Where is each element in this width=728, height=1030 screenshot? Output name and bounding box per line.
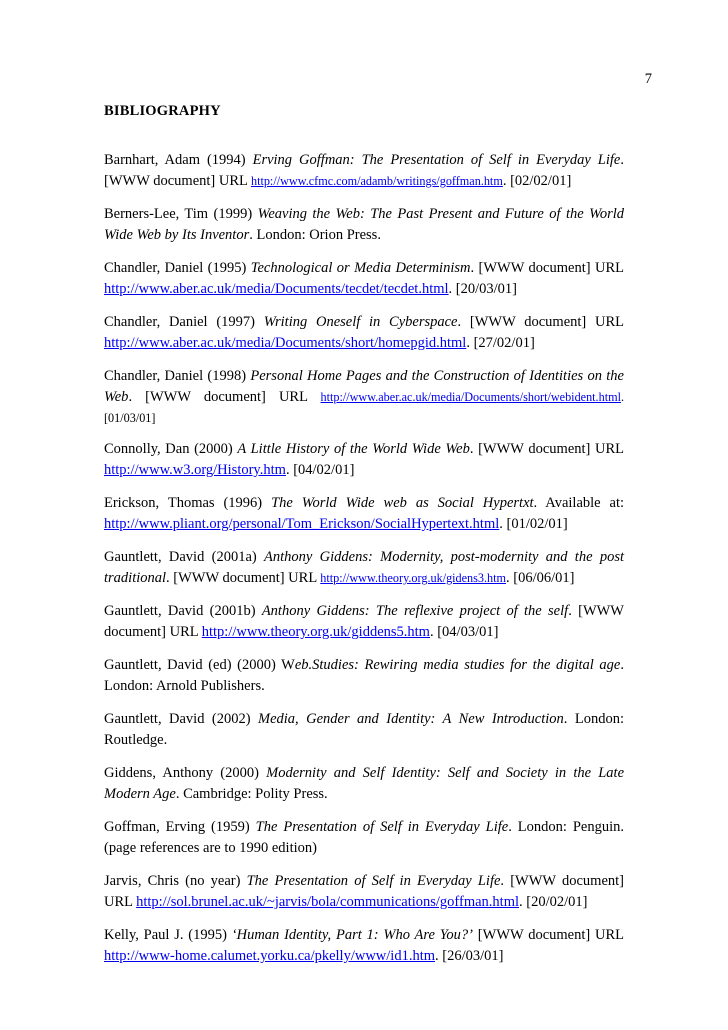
reference-details: . [WWW document] URL: [104, 873, 624, 910]
reference-details: . [WWW document] URL: [104, 603, 624, 640]
reference-entry: [104, 655, 624, 697]
reference-access-date: . [01/03/01]: [104, 390, 624, 425]
reference-author-year: Chandler, Daniel (1995): [104, 260, 251, 276]
reference-entry: [104, 709, 624, 751]
reference-details: . Available at:: [533, 495, 625, 511]
reference-url-link[interactable]: http://www.aber.ac.uk/media/Documents/tecdet/tecdet.html: [104, 281, 449, 297]
reference-author-year: Chandler, Daniel (1997): [104, 314, 264, 330]
reference-author-year: Gauntlett, David (2001b): [104, 603, 262, 619]
reference-title: A Little History of the World Wide Web: [237, 441, 470, 457]
reference-author-year: Gauntlett, David (2002): [104, 711, 259, 727]
reference-details: . [WWW document] URL: [166, 570, 321, 586]
reference-details: . [WWW document] URL: [469, 441, 624, 457]
reference-entry: [104, 817, 624, 859]
reference-access-date: . [02/02/01]: [502, 173, 572, 189]
reference-details: [WWW document] URL: [473, 927, 625, 943]
reference-title: Media, Gender and Identity: A New Introduction: [258, 711, 564, 727]
reference-entry: [104, 258, 624, 300]
reference-entry: [104, 763, 624, 805]
reference-entry: [104, 204, 624, 246]
reference-details: . London: Penguin. (page references are to 1990 edition): [104, 819, 624, 856]
reference-details: . Cambridge: Polity Press.: [175, 786, 328, 802]
reference-author-year: Connolly, Dan (2000): [104, 441, 238, 457]
reference-access-date: . [04/03/01]: [429, 624, 499, 640]
reference-author-year: Berners-Lee, Tim (1999): [104, 206, 258, 222]
reference-url-link[interactable]: http://www.aber.ac.uk/media/Documents/short/homepgid.html: [104, 335, 467, 351]
reference-access-date: . [20/02/01]: [519, 894, 588, 910]
reference-title: Modernity and Self Identity: Self and Society in the Late Modern Age: [104, 765, 624, 802]
page-number: 7: [644, 71, 652, 87]
reference-entry: [104, 493, 624, 535]
reference-details: . [WWW document] URL: [457, 314, 624, 330]
reference-url-link[interactable]: http://www.theory.org.uk/giddens5.htm: [201, 624, 430, 640]
reference-details: . London: Orion Press.: [249, 227, 381, 243]
reference-title: Anthony Giddens: Modernity, post-modernity and the post traditional: [104, 549, 624, 586]
reference-title: The World Wide web as Social Hypertxt: [271, 495, 534, 511]
reference-title: Personal Home Pages and the Construction of Identities on the Web: [104, 368, 624, 405]
reference-list: [104, 150, 624, 979]
reference-author-year: Gauntlett, David (2001a): [104, 549, 265, 565]
reference-title: The Presentation of Self in Everyday Life: [246, 873, 501, 889]
reference-access-date: . [26/03/01]: [435, 948, 504, 964]
reference-details: . London: Arnold Publishers.: [104, 657, 624, 694]
reference-author-year: Goffman, Erving (1959): [104, 819, 256, 835]
reference-author-year: Kelly, Paul J. (1995): [104, 927, 232, 943]
reference-title: eb.Studies: Rewiring media studies for the digital age: [294, 657, 621, 673]
reference-title: Writing Oneself in Cyberspace: [263, 314, 458, 330]
reference-title: ‘Human Identity, Part 1: Who Are You?’: [231, 927, 474, 943]
reference-entry: [104, 366, 624, 429]
reference-url-link[interactable]: http://www-home.calumet.yorku.ca/pkelly/www/id1.htm: [104, 948, 436, 964]
reference-title: Weaving the Web: The Past Present and Future of the World Wide Web by Its Inventor: [104, 206, 624, 243]
reference-author-year: Gauntlett, David (ed) (2000) W: [104, 657, 295, 673]
reference-url-link[interactable]: http://www.cfmc.com/adamb/writings/goffman.htm: [250, 174, 503, 188]
reference-entry: [104, 150, 624, 192]
reference-details: . [WWW document] URL: [470, 260, 624, 276]
reference-title: The Presentation of Self in Everyday Life: [255, 819, 509, 835]
reference-details: . London: Routledge.: [104, 711, 624, 748]
reference-details: . [WWW document] URL: [104, 152, 624, 189]
reference-author-year: Giddens, Anthony (2000): [104, 765, 267, 781]
reference-url-link[interactable]: http://www.theory.org.uk/gidens3.htm: [320, 571, 506, 585]
reference-access-date: . [01/02/01]: [499, 516, 568, 532]
reference-title: Anthony Giddens: The reflexive project of the self: [261, 603, 569, 619]
reference-url-link[interactable]: http://www.pliant.org/personal/Tom_Erickson/SocialHypertext.html: [104, 516, 500, 532]
reference-access-date: . [27/02/01]: [466, 335, 535, 351]
reference-access-date: . [06/06/01]: [506, 570, 575, 586]
reference-author-year: Erickson, Thomas (1996): [104, 495, 272, 511]
reference-details: . [WWW document] URL: [128, 389, 321, 405]
reference-entry: [104, 871, 624, 913]
reference-access-date: . [20/03/01]: [448, 281, 518, 297]
reference-entry: [104, 312, 624, 354]
reference-access-date: . [04/02/01]: [285, 462, 355, 478]
reference-author-year: Jarvis, Chris (no year): [104, 873, 247, 889]
reference-entry: [104, 925, 624, 967]
reference-author-year: Chandler, Daniel (1998): [104, 368, 251, 384]
reference-title: Technological or Media Determinism: [250, 260, 471, 276]
reference-url-link[interactable]: http://www.w3.org/History.htm: [104, 462, 286, 478]
reference-entry: [104, 439, 624, 481]
bibliography-heading: BIBLIOGRAPHY: [104, 103, 221, 119]
reference-url-link[interactable]: http://sol.brunel.ac.uk/~jarvis/bola/communications/goffman.html: [136, 894, 519, 910]
reference-title: Erving Goffman: The Presentation of Self in Everyday Life: [252, 152, 621, 168]
reference-entry: [104, 547, 624, 589]
reference-url-link[interactable]: http://www.aber.ac.uk/media/Documents/short/webident.html: [320, 390, 621, 404]
reference-entry: [104, 601, 624, 643]
reference-author-year: Barnhart, Adam (1994): [104, 152, 253, 168]
